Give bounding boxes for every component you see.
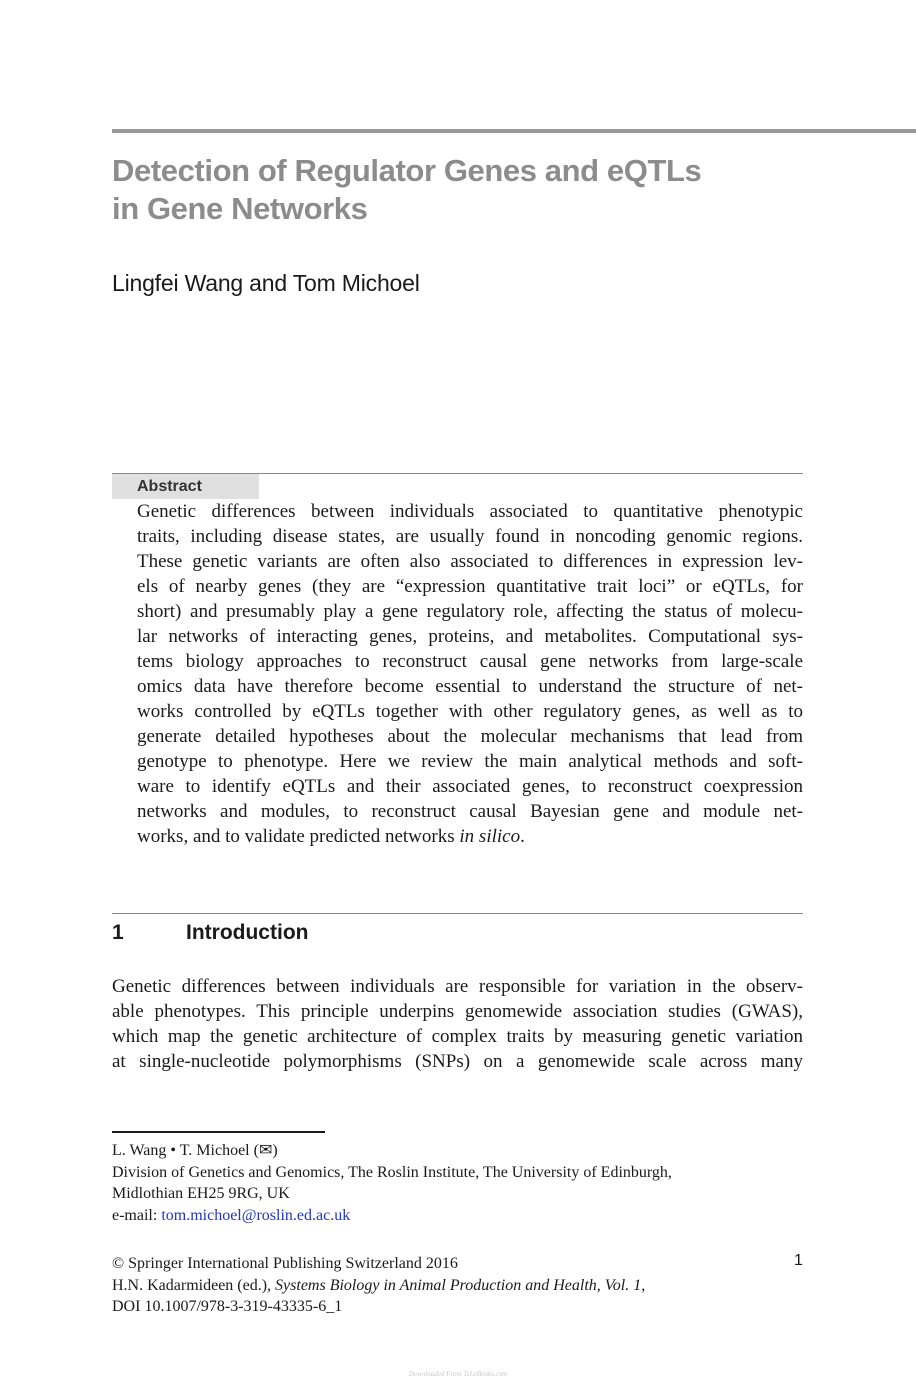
intro-line: Genetic differences between individuals are responsible for variation in the observ-: [112, 976, 803, 997]
email-label: e-mail:: [112, 1206, 162, 1224]
citation-comma: ,: [641, 1276, 646, 1294]
chapter-title: [112, 152, 812, 228]
introduction-body: [112, 974, 803, 1074]
copyright-block: [112, 1253, 812, 1318]
section-number: 1: [112, 921, 124, 944]
email-link[interactable]: tom.michoel@roslin.ed.ac.uk: [161, 1206, 351, 1224]
intro-line: at single-nucleotide polymorphisms (SNPs) on a genomewide scale across many: [112, 1051, 803, 1072]
footnote: [112, 1140, 812, 1226]
abstract-line: These genetic variants are often also associated to differences in expression lev-: [137, 551, 803, 572]
abstract-line: works controlled by eQTLs together with other regulatory genes, as well as to: [137, 701, 803, 722]
section-rule: [112, 913, 803, 914]
page-number: 1: [794, 1252, 803, 1269]
section-title: Introduction: [186, 921, 309, 944]
chapter-authors: Lingfei Wang and Tom Michoel: [112, 270, 420, 296]
abstract-line: traits, including disease states, are usually found in noncoding genomic regions.: [137, 526, 803, 547]
doi-line: DOI 10.1007/978-3-319-43335-6_1: [112, 1298, 343, 1315]
abstract-label: Abstract: [112, 474, 259, 499]
abstract-period: .: [520, 826, 525, 847]
abstract-line: els of nearby genes (they are “expression quantitative trait loci” or eQTLs, for: [137, 576, 803, 597]
top-rule: [112, 129, 916, 133]
intro-line: able phenotypes. This principle underpins genomewide association studies (GWAS),: [112, 1001, 803, 1022]
abstract-line: generate detailed hypotheses about the molecular mechanisms that lead from: [137, 726, 803, 747]
abstract-line: omics data have therefore become essential to understand the structure of net-: [137, 676, 803, 697]
footnote-email-line: [112, 1205, 812, 1227]
copyright-line: © Springer International Publishing Switzerland 2016: [112, 1255, 458, 1272]
abstract-line: lar networks of interacting genes, proteins, and metabolites. Computational sys-: [137, 626, 803, 647]
abstract-line: Genetic differences between individuals associated to quantitative phenotypic: [137, 501, 803, 522]
footnote-authors: L. Wang • T. Michoel (✉): [112, 1142, 278, 1159]
abstract-line: short) and presumably play a gene regulatory role, affecting the status of molecu-: [137, 601, 803, 622]
footnote-affiliation: Division of Genetics and Genomics, The Roslin Institute, The University of Edinburgh,: [112, 1163, 672, 1181]
download-watermark: Downloaded From TeLeBooks.com: [408, 1370, 508, 1378]
abstract-line: networks and modules, to reconstruct causal Bayesian gene and module net-: [137, 801, 803, 822]
chapter-title-line: in Gene Networks: [112, 191, 368, 226]
abstract-body: [137, 499, 803, 849]
abstract-line: tems biology approaches to reconstruct causal gene networks from large-scale: [137, 651, 803, 672]
book-citation: [112, 1275, 812, 1297]
abstract-line: ware to identify eQTLs and their associated genes, to reconstruct coexpression: [137, 776, 803, 797]
citation-editor: H.N. Kadarmideen (ed.),: [112, 1276, 276, 1294]
abstract-line: genotype to phenotype. Here we review the main analytical methods and soft-: [137, 751, 803, 772]
abstract-last-line: [137, 824, 803, 849]
abstract-italic-term: in silico: [459, 826, 521, 847]
abstract-last-text: works, and to validate predicted networks: [137, 826, 460, 847]
footnote-rule: [112, 1131, 325, 1133]
citation-book-title: Systems Biology in Animal Production and Health, Vol. 1: [275, 1276, 642, 1294]
intro-line: which map the genetic architecture of complex traits by measuring genetic variation: [112, 1026, 803, 1047]
chapter-title-line: Detection of Regulator Genes and eQTLs: [112, 153, 702, 188]
footnote-affiliation: Midlothian EH25 9RG, UK: [112, 1185, 290, 1202]
